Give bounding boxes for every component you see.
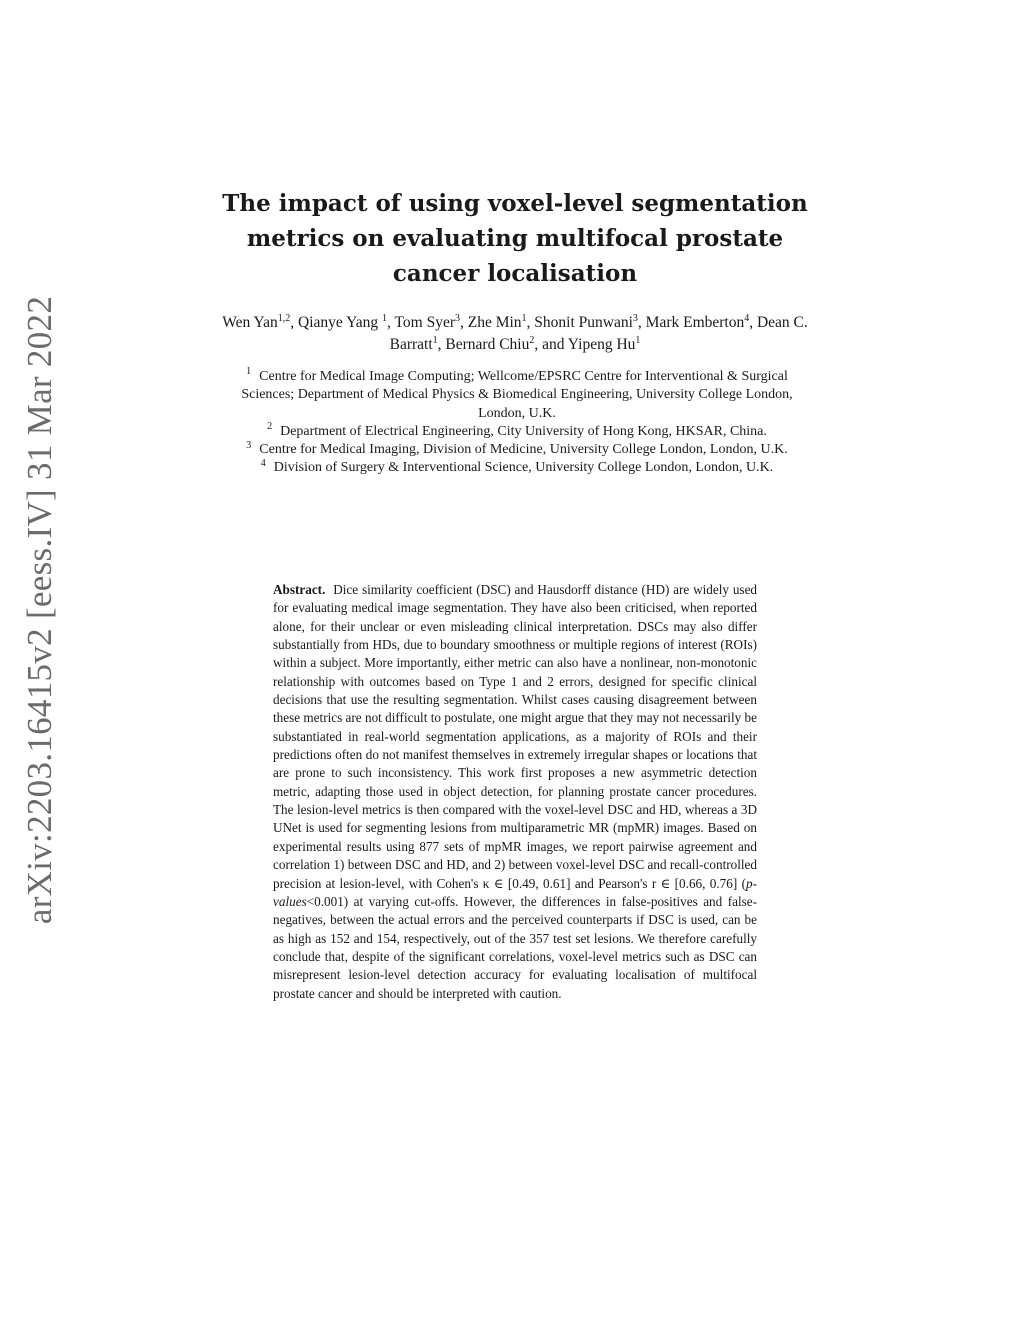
- affiliation-item: [222, 423, 812, 441]
- author-name: Zhe Min: [467, 314, 522, 331]
- author-affiliation-mark: 3: [632, 312, 638, 324]
- author-name: Wen Yan: [222, 314, 278, 331]
- author-name: Tom Syer: [394, 314, 455, 331]
- abstract-pvalues-term: p-values: [273, 875, 757, 909]
- affiliation-item: [222, 368, 812, 423]
- author-affiliation-mark: 1: [382, 312, 388, 324]
- affiliation-text: Centre for Medical Image Computing; Wellcome/EPSRC Centre for Interventional & Surgical Sciences; Department of Medical Physics & Biomedical Engineering, University College London, London, U.K.: [241, 369, 793, 421]
- affiliation-text: Division of Surgery & Interventional Science, University College London, London, U.K.: [273, 460, 774, 476]
- author-affiliation-mark: 1: [521, 312, 527, 324]
- affiliation-item: [222, 459, 812, 477]
- author-affiliation-mark: 1: [635, 334, 641, 346]
- abstract-text-part: <0.001) at varying cut-offs. However, the differences in false-positives and false-negatives, between the actual errors and the perceived counterparts if DSC is used, can be as high as 152 and 154, respectively, out of the 357 test set lesions. We therefore carefully conclude that, despite of the significant correlations, voxel-level metrics such as DSC can misrepresent lesion-level detection accuracy for evaluating localisation of multifocal prostate cancer and should be interpreted with caution.: [273, 893, 757, 1001]
- author-affiliation-mark: 2: [529, 334, 535, 346]
- author-affiliation-mark: 4: [744, 312, 750, 324]
- abstract-block: [273, 581, 757, 1003]
- author-list: Wen Yan$^{1,2}$, Qianye Yang $^1$, Tom Syer$^3$, Zhe Min$^1$, Shonit Punwani$^3$, Mark Emberton$^4$, Dean C. Barratt$^1$, Bernard Chiu$^2$, and Yipeng Hu$^1$: [222, 312, 808, 353]
- arxiv-identifier-stamp: arXiv:2203.16415v2 [eess.IV] 31 Mar 2022: [20, 295, 59, 925]
- paper-title: The impact of using voxel-level segmentation metrics on evaluating multifocal prostate cancer localisation: [222, 190, 808, 287]
- affiliation-list: [222, 368, 812, 478]
- affiliation-item: [222, 441, 812, 459]
- affiliation-text: Department of Electrical Engineering, City University of Hong Kong, HKSAR, China.: [280, 423, 767, 439]
- affiliation-number: 2: [267, 421, 273, 433]
- author-name: Qianye Yang: [298, 314, 379, 331]
- abstract-text: [273, 582, 757, 1001]
- affiliation-number: 1: [246, 366, 252, 378]
- affiliation-number: 4: [260, 457, 266, 469]
- abstract-text-part: Dice similarity coefficient (DSC) and Hausdorff distance (HD) are widely used for evaluating medical image segmentation. They have also been criticised, when reported alone, for their unclear or even misleading clinical interpretation. DSCs may also differ substantially from HDs, due to boundary smoothness or multiple regions of interest (ROIs) within a subject. More importantly, either metric can also have a nonlinear, non-monotonic relationship with outcomes based on Type 1 and 2 errors, designed for specific clinical decisions that use the resulting segmentation. Whilst cases causing disagreement between these metrics are not difficult to postulate, one might argue that they may not necessarily be substantiated in real-world segmentation applications, as a majority of ROIs and their predictions often do not manifest themselves in extremely irregular shapes or locations that are prone to such inconsistency. This work first proposes a new asymmetric detection metric, adapting those used in object detection, for planning prostate cancer procedures. The lesion-level metrics is then compared with the voxel-level DSC and HD, whereas a 3D UNet is used for segmenting lesions from multiparametric MR (mpMR) images. Based on experimental results using 877 sets of mpMR images, we report pairwise agreement and correlation 1) between DSC and HD, and 2) between voxel-level DSC and recall-controlled precision at lesion-level, with Cohen's κ ∈ [0.49, 0.61] and Pearson's r ∈ [0.66, 0.76] (: [273, 582, 758, 891]
- author-name: Bernard Chiu: [445, 336, 530, 353]
- author-name: Mark Emberton: [645, 314, 745, 331]
- author-affiliation-mark: 3: [454, 312, 460, 324]
- affiliation-text: Centre for Medical Imaging, Division of Medicine, University College London, London, U.K.: [259, 442, 788, 458]
- author-name: Yipeng Hu: [567, 336, 636, 353]
- author-name: Dean C. Barratt: [389, 314, 808, 353]
- author-name: Shonit Punwani: [534, 314, 633, 331]
- author-affiliation-mark: 1: [432, 334, 438, 346]
- affiliation-number: 3: [246, 439, 252, 451]
- author-affiliation-mark: 1,2: [277, 312, 291, 324]
- abstract-label: Abstract.: [273, 582, 326, 597]
